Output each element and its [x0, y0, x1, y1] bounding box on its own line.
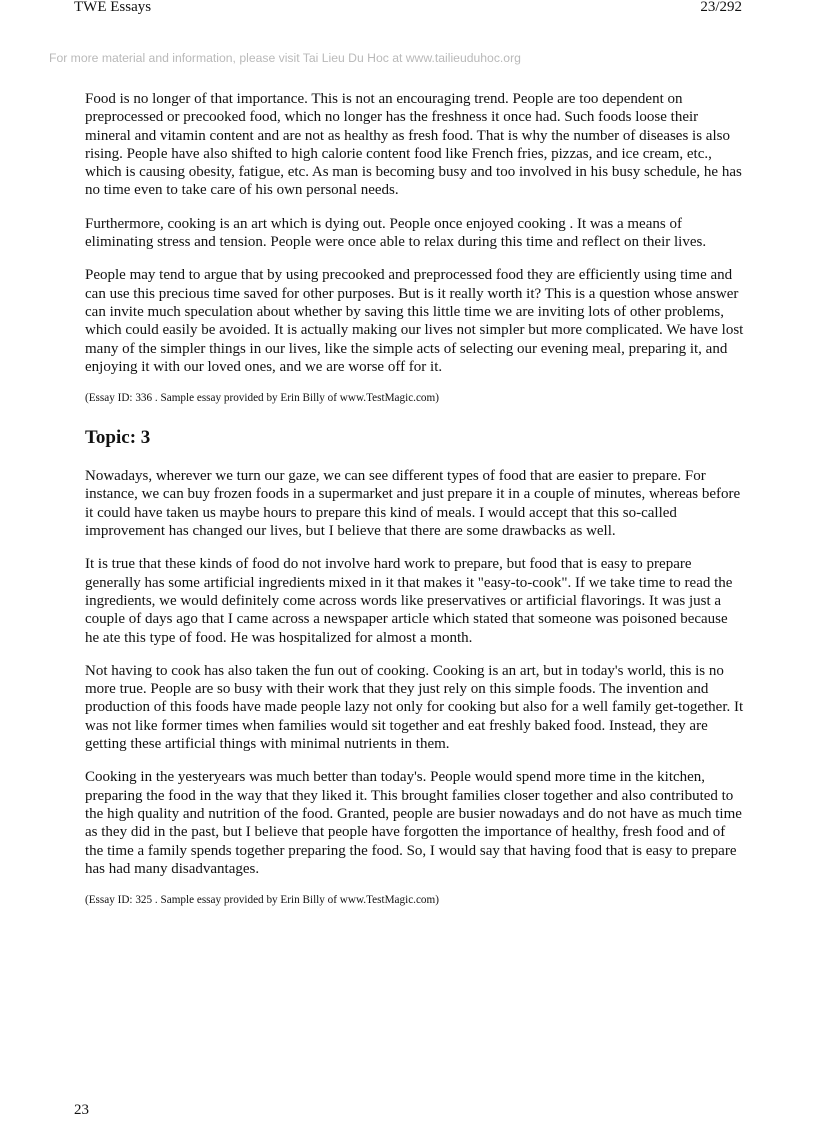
essay-paragraph: People may tend to argue that by using precooked and preprocessed food they are efficiently using time and can use this precious time saved for other purposes. But is it really worth it? This is a question whose answer can invite much speculation about whether by saving this little time we are inviting lots of other problems, which could easily be avoided. It is actually making our lives not simpler but more complicated. We have lost many of the simpler things in our lives, like the simple acts of selecting our evening meal, preparing it, and enjoying it with our loved ones, and we are worse off for it. — [85, 267, 744, 375]
document-title: TWE Essays — [74, 0, 152, 15]
page-number: 23 — [74, 1102, 89, 1118]
essay-credit: (Essay ID: 336 . Sample essay provided by Erin Billy of www.TestMagic.com) — [85, 392, 439, 405]
page-indicator: 23/292 — [700, 0, 742, 15]
watermark-text: For more material and information, please visit Tai Lieu Du Hoc at www.tailieuduhoc.org — [49, 51, 521, 65]
essay-credit: (Essay ID: 325 . Sample essay provided by Erin Billy of www.TestMagic.com) — [85, 894, 439, 907]
essay-paragraph: Cooking in the yesteryears was much better than today's. People would spend more time in the kitchen, preparing the food in the way that they liked it. This brought families closer together and also contributed to the high quality and nutrition of the food. Granted, people are busier nowadays and do not have as much time as they did in the past, but I believe that people have forgotten the importance of healthy, fresh food and of the time a family spends together preparing the food. So, I would say that having food that is easy to prepare has had many disadvantages. — [85, 769, 742, 877]
essay-paragraph: Food is no longer of that importance. This is not an encouraging trend. People are too dependent on preprocessed or precooked food, which no longer has the freshness it once had. Such foods loose their mineral and vitamin content and are not as healthy as fresh food. That is why the number of diseases is also rising. People have also shifted to high calorie content food like French fries, pizzas, and ice cream, etc., which is causing obesity, fatigue, etc. As man is becoming busy and too involved in his busy schedule, he has no time even to take care of his own personal needs. — [85, 91, 742, 199]
essay-paragraph: It is true that these kinds of food do not involve hard work to prepare, but food that is easy to prepare generally has some artificial ingredients mixed in it that makes it "easy-to-cook". If we take time to read the ingredients, we would definitely come across words like preservatives or artificial flavorings. It was just a couple of days ago that I came across a newspaper article which stated that someone was poisoned because he ate this type of food. He was hospitalized for almost a month. — [85, 556, 733, 646]
essay-paragraph: Not having to cook has also taken the fun out of cooking. Cooking is an art, but in today's world, this is no more true. People are so busy with their work that they just rely on this simple foods. The invention and production of this foods have made people lazy not only for cooking but also for a well family get-together. It was not like former times when families would sit together and eat freshly baked food. Instead, they are getting these artificial things with minimal nutrients in them. — [85, 662, 744, 753]
topic-heading: Topic: 3 — [85, 427, 151, 449]
essay-paragraph: Nowadays, wherever we turn our gaze, we can see different types of food that are easier to prepare. For instance, we can buy frozen foods in a supermarket and just prepare it in a couple of minutes, whereas before it could have taken us maybe hours to prepare this kind of meals. I would accept that this so-called improvement has changed our lives, but I believe that there are some drawbacks as well. — [85, 468, 741, 540]
essay-paragraph: Furthermore, cooking is an art which is dying out. People once enjoyed cooking . It was a means of eliminating stress and tension. People were once able to relax during this time and reflect on their lives. — [85, 215, 707, 251]
page-content — [85, 90, 745, 929]
